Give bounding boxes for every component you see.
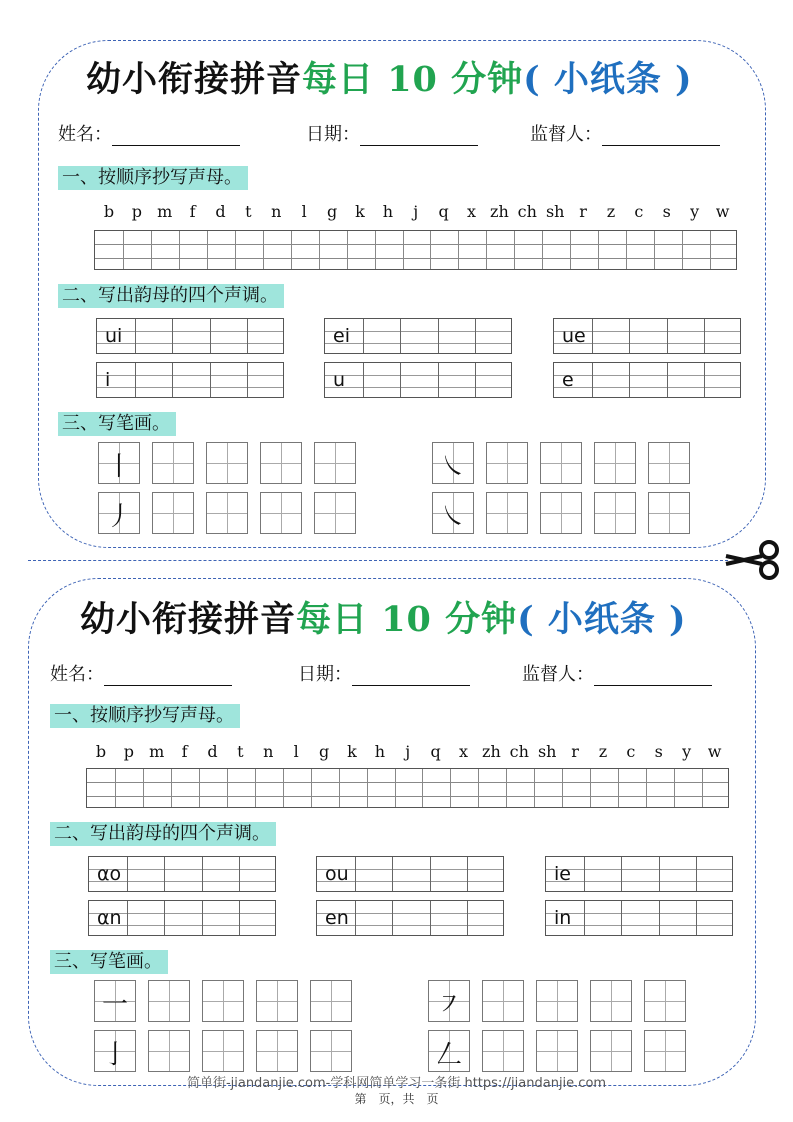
supervisor-input-line[interactable] (594, 667, 712, 686)
name-field-1: 姓名： (58, 120, 240, 146)
tian-grid-cell[interactable] (486, 492, 528, 534)
supervisor-input-line[interactable] (602, 127, 720, 146)
supervisor-field-1: 监督人： (530, 120, 720, 146)
tone-grid[interactable] (324, 362, 512, 398)
initial-letter: q (438, 202, 449, 221)
initial-letter: r (579, 202, 587, 221)
tian-grid-cell[interactable] (540, 492, 582, 534)
tone-final-label: i (105, 369, 111, 391)
scissors-icon (722, 538, 782, 582)
tone-grid[interactable] (316, 856, 504, 892)
name-input-line[interactable] (112, 127, 240, 146)
initial-letter: s (654, 742, 663, 761)
initial-letter: b (103, 202, 115, 221)
initial-letter: c (626, 742, 636, 761)
stroke-sample: 一 (102, 990, 129, 1020)
date-field-2: 日期： (298, 660, 470, 686)
tone-final-label: ue (562, 325, 586, 347)
initial-letter: m (149, 742, 165, 761)
tian-grid-cell[interactable] (310, 980, 352, 1022)
page-number-label: 第 页，共 页 (354, 1092, 439, 1106)
copy-grid-1[interactable] (94, 230, 737, 270)
tian-grid-cell[interactable] (152, 492, 194, 534)
watermark-text: 简单街-jiandanjie.com-学科网简单学习一条街 https://jiandanjie.com (186, 1076, 607, 1091)
tone-final-label: in (554, 907, 572, 929)
tian-grid-cell[interactable] (314, 492, 356, 534)
tone-grid[interactable] (316, 900, 504, 936)
tian-grid-cell[interactable] (594, 442, 636, 484)
cut-line (28, 560, 728, 561)
sheet-title-1: 幼小衔接拼音每日 10 分钟( 小纸条 ) (86, 59, 693, 100)
tone-grid[interactable] (545, 900, 733, 936)
tone-grid[interactable] (96, 318, 284, 354)
stroke-sample: ㇏ (440, 502, 467, 532)
tian-grid-cell[interactable] (536, 980, 578, 1022)
tone-final-label: αo (97, 863, 122, 885)
initial-letter: h (382, 202, 393, 221)
initial-letter: w (707, 742, 722, 761)
section-1-heading: 一、按顺序抄写声母。 (50, 704, 240, 728)
initial-letter: d (207, 742, 218, 761)
initial-letter: sh (545, 202, 565, 221)
tian-grid-cell[interactable] (536, 1030, 578, 1072)
section-2-heading: 二、写出韵母的四个声调。 (50, 822, 276, 846)
initial-letter: j (413, 202, 419, 221)
tian-grid-cell[interactable] (148, 1030, 190, 1072)
tone-final-label: u (333, 369, 346, 391)
stroke-sample: 𠃋 (436, 1040, 463, 1070)
initial-letter: h (374, 742, 385, 761)
initial-letter: q (430, 742, 441, 761)
tone-final-label: ie (554, 863, 571, 885)
initial-letter: x (467, 202, 477, 221)
initial-letter: l (293, 742, 299, 761)
initial-letter: b (95, 742, 107, 761)
initial-letter: k (355, 202, 365, 221)
initials-row-2 (87, 742, 728, 761)
initial-letter: y (690, 202, 700, 221)
initial-letter: p (123, 742, 134, 761)
tian-grid-cell[interactable] (590, 1030, 632, 1072)
tian-grid-cell[interactable] (152, 442, 194, 484)
tian-grid-cell[interactable] (644, 1030, 686, 1072)
tone-final-label: en (325, 907, 349, 929)
initial-letter: zh (482, 742, 501, 761)
stroke-sample: ㇇ (436, 990, 463, 1020)
copy-grid-2[interactable] (86, 768, 729, 808)
tone-final-label: ou (325, 863, 349, 885)
initial-letter: m (157, 202, 173, 221)
initial-letter: ch (517, 202, 537, 221)
initial-letter: ch (509, 742, 529, 761)
tian-grid-cell[interactable] (482, 1030, 524, 1072)
initial-letter: z (598, 742, 608, 761)
tian-grid-cell[interactable] (540, 442, 582, 484)
tian-grid-cell[interactable] (644, 980, 686, 1022)
initial-letter: l (301, 202, 307, 221)
tian-grid-cell[interactable] (256, 1030, 298, 1072)
tone-final-label: ui (105, 325, 123, 347)
date-field-1: 日期： (306, 120, 478, 146)
tian-grid-cell[interactable] (590, 980, 632, 1022)
tian-grid-cell[interactable] (206, 442, 248, 484)
tian-grid-cell[interactable] (314, 442, 356, 484)
name-input-line[interactable] (104, 667, 232, 686)
initial-letter: j (405, 742, 411, 761)
initial-letter: x (459, 742, 469, 761)
initial-letter: k (347, 742, 357, 761)
tone-final-label: ei (333, 325, 350, 347)
initial-letter: z (606, 202, 616, 221)
supervisor-field-2: 监督人： (522, 660, 712, 686)
section-2-heading: 二、写出韵母的四个声调。 (58, 284, 284, 308)
stroke-sample: 亅 (102, 1040, 129, 1070)
initial-letter: p (131, 202, 142, 221)
date-input-line[interactable] (360, 127, 478, 146)
initial-letter: g (318, 742, 330, 761)
section-3-heading: 三、写笔画。 (58, 412, 176, 436)
initial-letter: s (662, 202, 671, 221)
initial-letter: sh (537, 742, 557, 761)
section-1-heading: 一、按顺序抄写声母。 (58, 166, 248, 190)
tian-grid-cell[interactable] (260, 492, 302, 534)
initials-row-1 (95, 202, 736, 221)
date-input-line[interactable] (352, 667, 470, 686)
initial-letter: d (215, 202, 226, 221)
stroke-sample: 丨 (106, 452, 133, 482)
tone-grid[interactable] (553, 362, 741, 398)
tian-grid-cell[interactable] (310, 1030, 352, 1072)
tian-grid-cell[interactable] (648, 492, 690, 534)
name-field-2: 姓名： (50, 660, 232, 686)
tone-final-label: αn (97, 907, 122, 929)
initial-letter: t (237, 742, 244, 761)
tone-grid[interactable] (545, 856, 733, 892)
tian-grid-cell[interactable] (148, 980, 190, 1022)
tian-grid-cell[interactable] (202, 1030, 244, 1072)
section-3-heading: 三、写笔画。 (50, 950, 168, 974)
tone-final-label: e (562, 369, 574, 391)
tian-grid-cell[interactable] (486, 442, 528, 484)
initial-letter: y (682, 742, 692, 761)
tone-grid[interactable] (553, 318, 741, 354)
tian-grid-cell[interactable] (256, 980, 298, 1022)
tian-grid-cell[interactable] (648, 442, 690, 484)
initial-letter: r (571, 742, 579, 761)
stroke-sample: ㇏ (440, 452, 467, 482)
initial-letter: f (189, 202, 196, 221)
initial-letter: t (245, 202, 252, 221)
initial-letter: n (271, 202, 282, 221)
initial-letter: n (263, 742, 274, 761)
tone-grid[interactable] (96, 362, 284, 398)
initial-letter: f (181, 742, 188, 761)
tone-grid[interactable] (88, 856, 276, 892)
tone-grid[interactable] (88, 900, 276, 936)
sheet-title-2: 幼小衔接拼音每日 10 分钟( 小纸条 ) (80, 599, 687, 640)
tian-grid-cell[interactable] (482, 980, 524, 1022)
stroke-sample: 丿 (106, 502, 133, 532)
tone-grid[interactable] (324, 318, 512, 354)
initial-letter: g (326, 202, 338, 221)
initial-letter: c (634, 202, 644, 221)
tian-grid-cell[interactable] (206, 492, 248, 534)
tian-grid-cell[interactable] (260, 442, 302, 484)
initial-letter: zh (490, 202, 509, 221)
tian-grid-cell[interactable] (202, 980, 244, 1022)
initial-letter: w (715, 202, 730, 221)
tian-grid-cell[interactable] (594, 492, 636, 534)
